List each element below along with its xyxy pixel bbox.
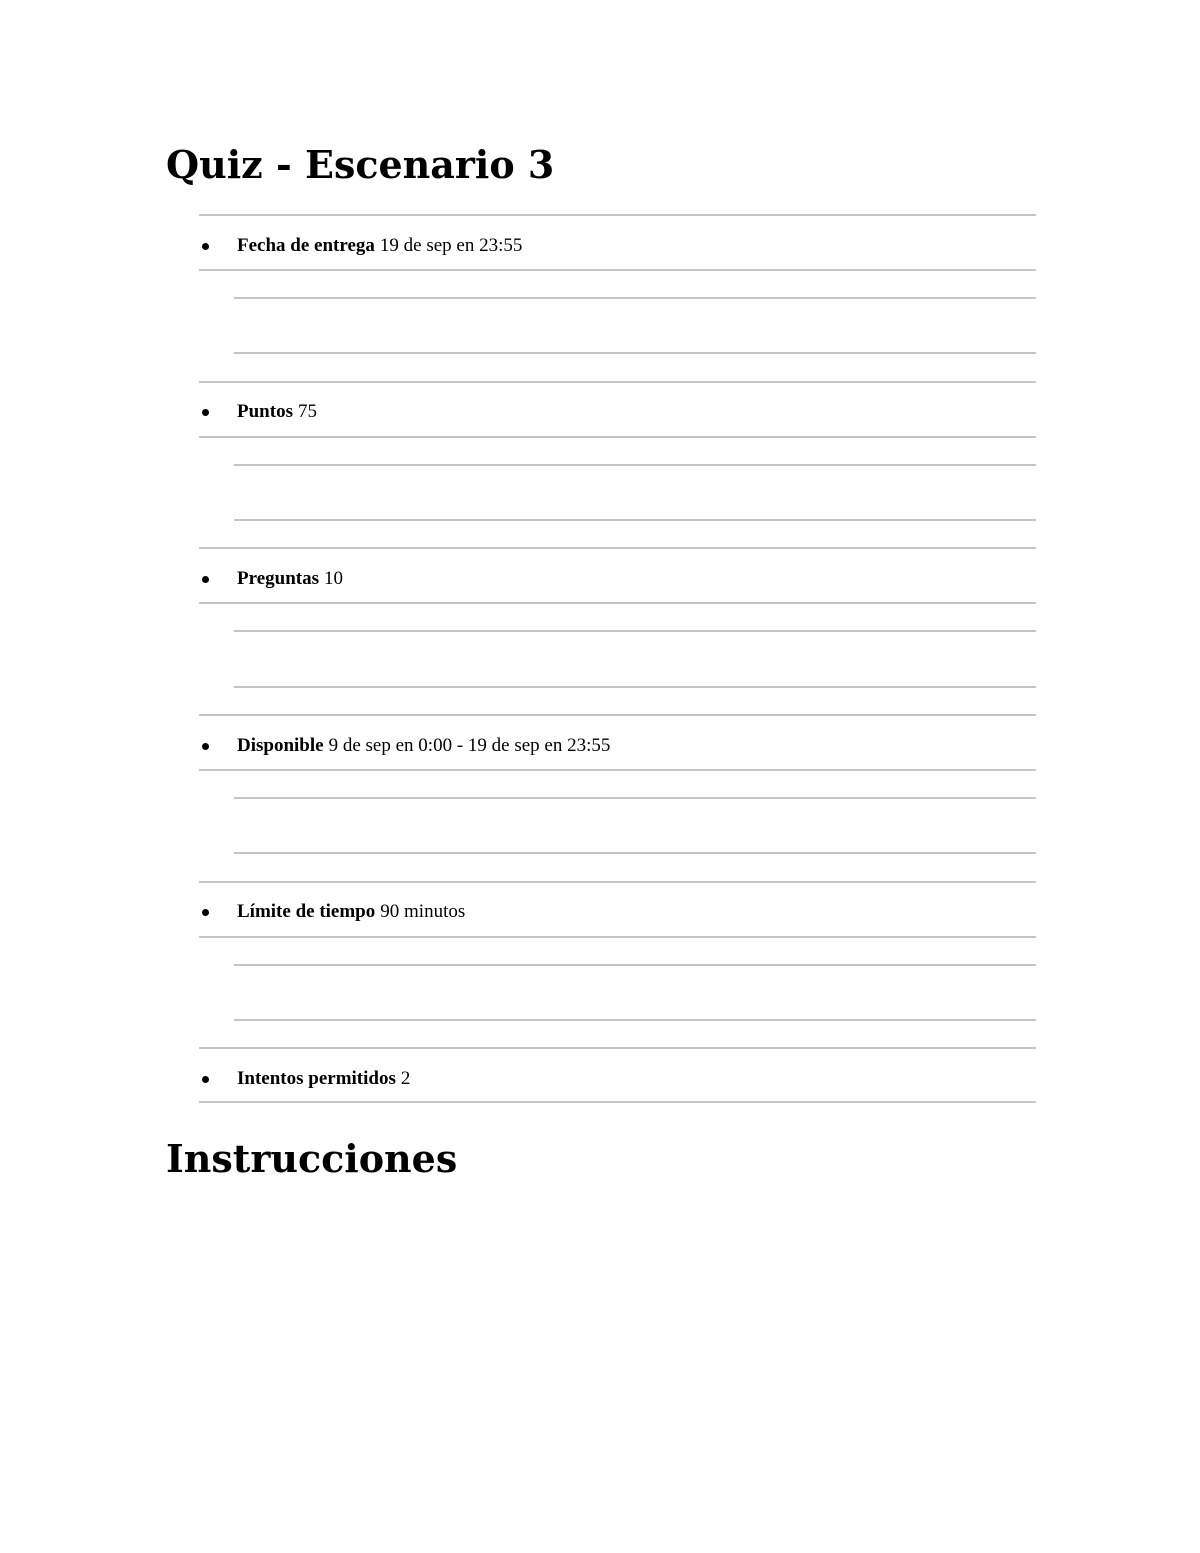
divider [199,547,1036,549]
divider [199,269,1036,271]
bullet-icon [202,576,209,583]
detail-label: Preguntas [237,568,319,589]
divider [234,797,1036,799]
divider [234,852,1036,854]
detail-label: Fecha de entrega [237,235,375,256]
page-title: Quiz - Escenario 3 [166,142,555,187]
divider [234,464,1036,466]
divider [199,714,1036,716]
bullet-icon [202,1076,209,1083]
detail-questions [199,564,343,594]
divider [199,936,1036,938]
detail-value: 90 minutos [380,901,466,922]
divider [199,881,1036,883]
divider [234,352,1036,354]
divider [234,686,1036,688]
detail-label: Límite de tiempo [237,901,376,922]
divider [199,1047,1036,1049]
bullet-icon [202,409,209,416]
detail-label: Puntos [237,401,293,422]
detail-label: Intentos permitidos [237,1068,396,1089]
detail-available [199,731,610,761]
divider [234,964,1036,966]
detail-value: 10 [323,568,343,589]
divider [199,769,1036,771]
bullet-icon [202,243,209,250]
detail-due-date [199,231,522,261]
detail-attempts [199,1064,410,1094]
bullet-icon [202,909,209,916]
divider [199,602,1036,604]
detail-points [199,397,317,427]
divider [234,519,1036,521]
detail-value: 2 [400,1068,411,1089]
divider [199,1101,1036,1103]
divider [234,1019,1036,1021]
divider [234,630,1036,632]
divider [199,436,1036,438]
bullet-icon [202,743,209,750]
section-title-instructions: Instrucciones [166,1136,458,1181]
detail-label: Disponible [237,735,324,756]
divider [234,297,1036,299]
detail-time-limit [199,897,465,927]
detail-value: 19 de sep en 23:55 [379,235,523,256]
detail-value: 9 de sep en 0:00 - 19 de sep en 23:55 [328,735,611,756]
divider [199,214,1036,216]
detail-value: 75 [297,401,317,422]
divider [199,381,1036,383]
